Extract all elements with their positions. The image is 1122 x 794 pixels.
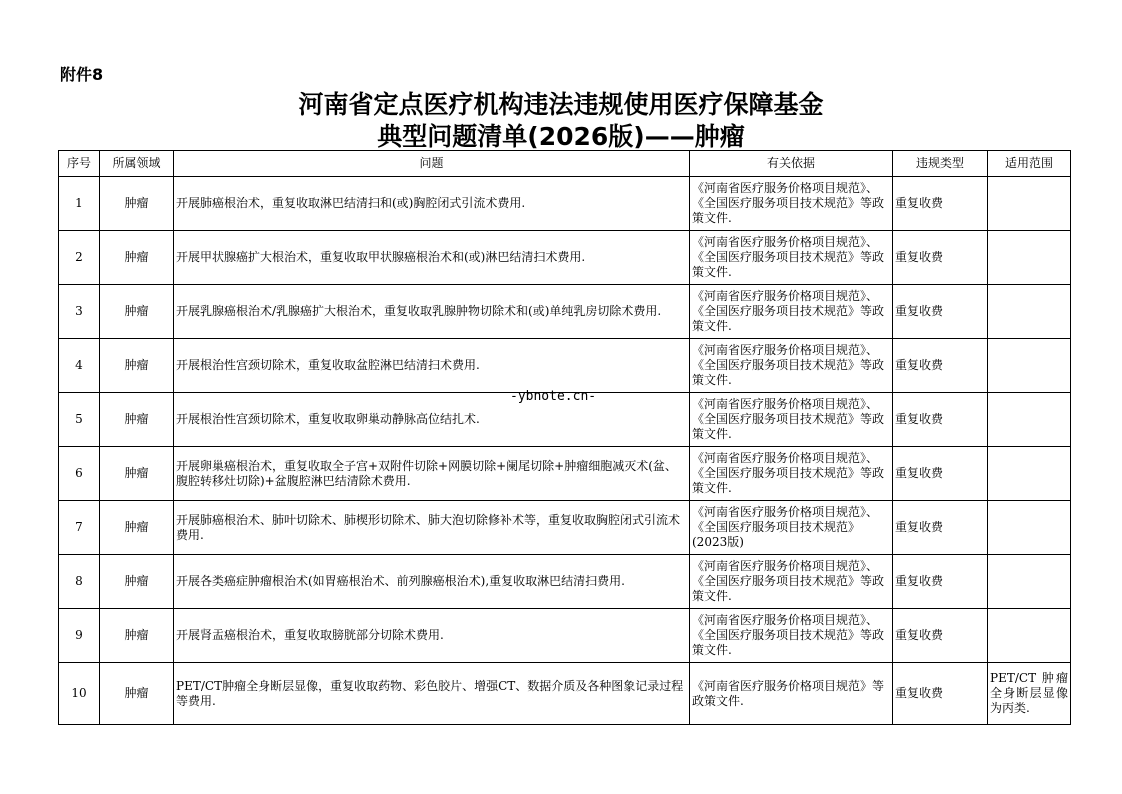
cell-field: 肿瘤 xyxy=(100,555,174,609)
cell-issue: 开展根治性宫颈切除术，重复收取盆腔淋巴结清扫术费用. xyxy=(174,339,690,393)
cell-scope xyxy=(988,501,1071,555)
cell-scope xyxy=(988,339,1071,393)
cell-issue: 开展甲状腺癌扩大根治术，重复收取甲状腺癌根治术和(或)淋巴结清扫术费用. xyxy=(174,231,690,285)
header-scope: 适用范围 xyxy=(988,151,1071,177)
cell-field: 肿瘤 xyxy=(100,285,174,339)
document-title-line2: 典型问题清单(2026版)——肿瘤 xyxy=(377,122,745,151)
header-issue: 问题 xyxy=(174,151,690,177)
cell-no: 4 xyxy=(59,339,100,393)
cell-no: 1 xyxy=(59,177,100,231)
cell-issue: 开展乳腺癌根治术/乳腺癌扩大根治术，重复收取乳腺肿物切除术和(或)单纯乳房切除术费用. xyxy=(174,285,690,339)
cell-field: 肿瘤 xyxy=(100,393,174,447)
cell-issue: 开展肺癌根治术、肺叶切除术、肺楔形切除术、肺大泡切除修补术等，重复收取胸腔闭式引流术费用. xyxy=(174,501,690,555)
cell-type: 重复收费 xyxy=(893,285,988,339)
cell-no: 8 xyxy=(59,555,100,609)
cell-type: 重复收费 xyxy=(893,231,988,285)
cell-no: 7 xyxy=(59,501,100,555)
cell-basis: 《河南省医疗服务价格项目规范》等政策文件. xyxy=(690,663,893,725)
cell-issue: 开展肺癌根治术，重复收取淋巴结清扫和(或)胸腔闭式引流术费用. xyxy=(174,177,690,231)
attachment-label: 附件8 xyxy=(60,65,104,84)
cell-type: 重复收费 xyxy=(893,555,988,609)
cell-issue: 开展卵巢癌根治术，重复收取全子宫+双附件切除+网膜切除+阑尾切除+肿瘤细胞减灭术(盆、腹腔转移灶切除)+盆腹腔淋巴结清除术费用. xyxy=(174,447,690,501)
cell-scope xyxy=(988,609,1071,663)
cell-field: 肿瘤 xyxy=(100,501,174,555)
cell-scope xyxy=(988,285,1071,339)
cell-scope xyxy=(988,231,1071,285)
cell-type: 重复收费 xyxy=(893,177,988,231)
cell-basis: 《河南省医疗服务价格项目规范》、《全国医疗服务项目技术规范》等政策文件. xyxy=(690,231,893,285)
issue-table xyxy=(58,150,1071,725)
cell-type: 重复收费 xyxy=(893,339,988,393)
cell-basis: 《河南省医疗服务价格项目规范》、《全国医疗服务项目技术规范》等政策文件. xyxy=(690,285,893,339)
cell-basis: 《河南省医疗服务价格项目规范》、《全国医疗服务项目技术规范》等政策文件. xyxy=(690,555,893,609)
table-row xyxy=(59,609,1071,663)
cell-field: 肿瘤 xyxy=(100,609,174,663)
watermark-text: -ybnote.cn- xyxy=(510,389,597,404)
header-type: 违规类型 xyxy=(893,151,988,177)
cell-no: 10 xyxy=(59,663,100,725)
cell-no: 2 xyxy=(59,231,100,285)
cell-type: 重复收费 xyxy=(893,447,988,501)
cell-type: 重复收费 xyxy=(893,393,988,447)
cell-field: 肿瘤 xyxy=(100,447,174,501)
table-row xyxy=(59,339,1071,393)
cell-field: 肿瘤 xyxy=(100,339,174,393)
cell-scope: PET/CT 肿瘤全身断层显像为丙类. xyxy=(988,663,1071,725)
table-row xyxy=(59,663,1071,725)
cell-field: 肿瘤 xyxy=(100,177,174,231)
cell-no: 6 xyxy=(59,447,100,501)
cell-basis: 《河南省医疗服务价格项目规范》、《全国医疗服务项目技术规范》等政策文件. xyxy=(690,609,893,663)
cell-issue: 开展根治性宫颈切除术，重复收取卵巢动静脉高位结扎术. xyxy=(174,393,690,447)
cell-field: 肿瘤 xyxy=(100,231,174,285)
header-basis: 有关依据 xyxy=(690,151,893,177)
cell-basis: 《河南省医疗服务价格项目规范》、《全国医疗服务项目技术规范》等政策文件. xyxy=(690,447,893,501)
cell-type: 重复收费 xyxy=(893,663,988,725)
cell-scope xyxy=(988,447,1071,501)
cell-scope xyxy=(988,555,1071,609)
header-no: 序号 xyxy=(59,151,100,177)
table-row xyxy=(59,447,1071,501)
cell-basis: 《河南省医疗服务价格项目规范》、《全国医疗服务项目技术规范》等政策文件. xyxy=(690,177,893,231)
cell-issue: 开展各类癌症肿瘤根治术(如胃癌根治术、前列腺癌根治术),重复收取淋巴结清扫费用. xyxy=(174,555,690,609)
cell-scope xyxy=(988,177,1071,231)
document-title-line1: 河南省定点医疗机构违法违规使用医疗保障基金 xyxy=(298,90,824,119)
table-row xyxy=(59,501,1071,555)
table-row xyxy=(59,555,1071,609)
table-header-row xyxy=(59,151,1071,177)
table-row xyxy=(59,177,1071,231)
table-row xyxy=(59,231,1071,285)
cell-basis: 《河南省医疗服务价格项目规范》、《全国医疗服务项目技术规范》等政策文件. xyxy=(690,393,893,447)
cell-no: 5 xyxy=(59,393,100,447)
cell-scope xyxy=(988,393,1071,447)
cell-issue: 开展肾盂癌根治术，重复收取膀胱部分切除术费用. xyxy=(174,609,690,663)
cell-no: 9 xyxy=(59,609,100,663)
header-field: 所属领域 xyxy=(100,151,174,177)
cell-type: 重复收费 xyxy=(893,501,988,555)
cell-basis: 《河南省医疗服务价格项目规范》、《全国医疗服务项目技术规范》等政策文件. xyxy=(690,339,893,393)
cell-no: 3 xyxy=(59,285,100,339)
cell-type: 重复收费 xyxy=(893,609,988,663)
table-row xyxy=(59,285,1071,339)
cell-issue: PET/CT肿瘤全身断层显像，重复收取药物、彩色胶片、增强CT、数据介质及各种图象记录过程等费用. xyxy=(174,663,690,725)
cell-basis: 《河南省医疗服务价格项目规范》、《全国医疗服务项目技术规范》(2023版) xyxy=(690,501,893,555)
cell-field: 肿瘤 xyxy=(100,663,174,725)
